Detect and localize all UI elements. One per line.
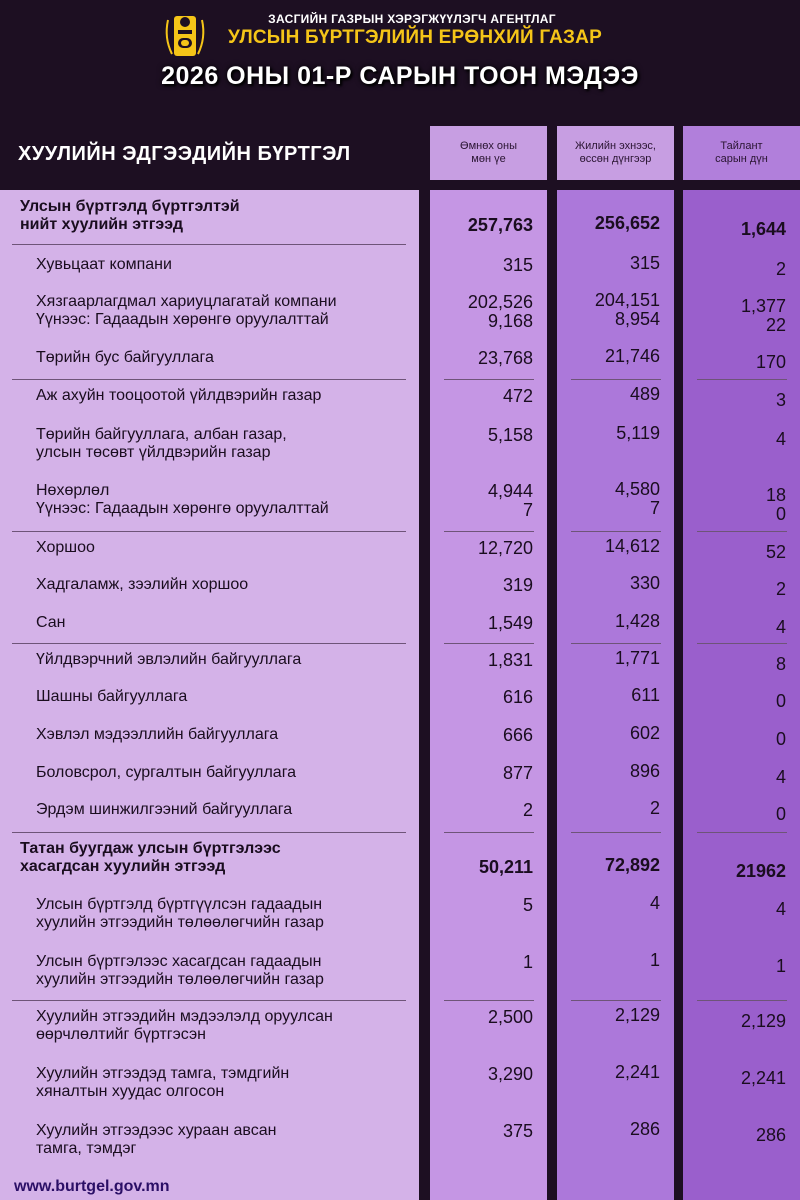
row-separator (697, 1000, 787, 1001)
row-separator (697, 531, 787, 532)
agency-subtitle: ЗАСГИЙН ГАЗРЫН ХЭРЭГЖҮҮЛЭГЧ АГЕНТЛАГ (268, 12, 556, 26)
column-header-previous-year: Өмнөх оны мөн үе (430, 126, 547, 180)
year-to-date-value: 1,771 (614, 648, 660, 668)
column-header-year-to-date: Жилийн эхнээс, өссөн дүнгээр (557, 126, 674, 180)
row-label: Хоршоо (36, 539, 95, 556)
row-label: Улсын бүртгэлд бүртгэлтэй нийт хуулийн этгээд (20, 198, 240, 233)
reporting-month-value: 286 (755, 1125, 786, 1145)
reporting-month-value: 4 (775, 899, 786, 919)
reporting-month-value: 0 (775, 691, 786, 711)
row-separator (697, 379, 787, 380)
previous-year-value: 666 (502, 725, 533, 745)
row-separator (12, 244, 406, 245)
year-to-date-value: 330 (629, 573, 660, 593)
row-separator (12, 379, 406, 380)
row-separator (444, 1000, 534, 1001)
year-to-date-value: 4 (649, 893, 660, 913)
year-to-date-value: 21,746 (604, 346, 660, 366)
year-to-date-value: 2 (649, 798, 660, 818)
row-label: Үйлдвэрчний эвлэлийн байгууллага (36, 651, 302, 668)
row-label: Хэвлэл мэдээллийн байгууллага (36, 726, 279, 743)
year-to-date-value: 489 (629, 384, 660, 404)
year-to-date-value: 602 (629, 723, 660, 743)
year-to-date-value: 1 (649, 950, 660, 970)
row-label: Хуулийн этгээдээс хураан авсан тамга, тэмдэг (36, 1122, 277, 1157)
previous-year-value: 2,500 (487, 1007, 533, 1027)
reporting-month-value: 1,377 22 (740, 296, 786, 335)
previous-year-value: 2 (522, 800, 533, 820)
reporting-month-value: 2,129 (740, 1011, 786, 1031)
row-label: Хязгаарлагдмал хариуцлагатай компани Үүнээс: Гадаадын хөрөнгө оруулалттай (36, 293, 337, 328)
reporting-month-value: 1,644 (740, 219, 786, 239)
row-label: Шашны байгууллага (36, 688, 188, 705)
row-separator (12, 832, 406, 833)
row-separator (571, 832, 661, 833)
reporting-month-value: 2 (775, 259, 786, 279)
row-separator (444, 643, 534, 644)
year-to-date-value: 315 (629, 253, 660, 273)
reporting-month-value: 0 (775, 729, 786, 749)
year-to-date-value: 5,119 (616, 423, 660, 443)
reporting-month-value: 170 (755, 352, 786, 372)
previous-year-value: 50,211 (478, 857, 533, 877)
reporting-month-value: 3 (775, 390, 786, 410)
previous-year-value: 5 (522, 895, 533, 915)
website-url[interactable]: www.burtgel.gov.mn (14, 1178, 170, 1195)
year-to-date-value: 2,129 (614, 1005, 660, 1025)
column-header-reporting-month: Тайлант сарын дүн (683, 126, 800, 180)
previous-year-value: 375 (502, 1121, 533, 1141)
year-to-date-value: 896 (629, 761, 660, 781)
year-to-date-value: 256,652 (594, 213, 660, 233)
year-to-date-value: 14,612 (604, 536, 660, 556)
year-to-date-value: 286 (629, 1119, 660, 1139)
row-separator (571, 643, 661, 644)
previous-year-value: 315 (502, 255, 533, 275)
header (0, 0, 800, 190)
row-separator (571, 379, 661, 380)
row-label: Хадгаламж, зээлийн хоршоо (36, 576, 249, 593)
row-label: Татан буугдаж улсын бүртгэлээс хасагдсан хуулийн этгээд (20, 840, 281, 875)
previous-year-value: 1,831 (487, 650, 533, 670)
year-to-date-value: 1,428 (614, 611, 660, 631)
reporting-month-value: 1 (775, 956, 786, 976)
previous-year-value: 877 (502, 763, 533, 783)
row-label: Улсын бүртгэлд бүртгүүлсэн гадаадын хуулийн этгээдийн төлөөлөгчийн газар (36, 896, 324, 931)
row-separator (444, 379, 534, 380)
row-label: Нөхөрлөл Үүнээс: Гадаадын хөрөнгө оруулалттай (36, 482, 329, 517)
year-to-date-value: 72,892 (604, 855, 660, 875)
row-label: Боловсрол, сургалтын байгууллага (36, 764, 297, 781)
row-label: Хувьцаат компани (36, 256, 172, 273)
row-label: Төрийн байгууллага, албан газар, улсын төсөвт үйлдвэрийн газар (36, 426, 287, 461)
year-to-date-value: 4,580 7 (614, 479, 660, 518)
row-separator (571, 1000, 661, 1001)
previous-year-value: 1 (522, 952, 533, 972)
previous-year-value: 472 (502, 386, 533, 406)
row-label: Хуулийн этгээдийн мэдээлэлд оруулсан өөрчлөлтийг бүртгэсэн (36, 1008, 333, 1043)
row-label: Төрийн бус байгууллага (36, 349, 214, 366)
previous-year-value: 4,944 7 (487, 481, 533, 520)
soyombo-emblem-icon (160, 10, 210, 60)
row-separator (444, 531, 534, 532)
row-separator (12, 531, 406, 532)
previous-year-value: 5,158 (487, 425, 533, 445)
reporting-month-value: 18 0 (765, 485, 786, 524)
previous-year-value: 12,720 (477, 538, 533, 558)
page-title: 2026 ОНЫ 01-Р САРЫН ТООН МЭДЭЭ (161, 62, 639, 90)
reporting-month-value: 2 (775, 579, 786, 599)
previous-year-value: 319 (502, 575, 533, 595)
row-label: Эрдэм шинжилгээний байгууллага (36, 801, 293, 818)
reporting-month-value: 52 (765, 542, 786, 562)
agency-name: УЛСЫН БҮРТГЭЛИЙН ЕРӨНХИЙ ГАЗАР (228, 27, 602, 48)
reporting-month-value: 4 (775, 617, 786, 637)
section-title: ХУУЛИЙН ЭДГЭЭДИЙН БҮРТГЭЛ (18, 143, 351, 165)
reporting-month-value: 4 (775, 429, 786, 449)
reporting-month-value: 0 (775, 804, 786, 824)
year-to-date-value: 611 (631, 685, 660, 705)
row-label: Улсын бүртгэлээс хасагдсан гадаадын хуулийн этгээдийн төлөөлөгчийн газар (36, 953, 324, 988)
row-label: Сан (36, 614, 66, 631)
reporting-month-value: 8 (775, 654, 786, 674)
previous-year-value: 3,290 (487, 1064, 533, 1084)
previous-year-value: 202,526 9,168 (467, 292, 533, 331)
row-separator (12, 643, 406, 644)
previous-year-value: 616 (502, 687, 533, 707)
row-separator (12, 1000, 406, 1001)
previous-year-value: 23,768 (477, 348, 533, 368)
previous-year-value: 1,549 (487, 613, 533, 633)
reporting-month-value: 2,241 (740, 1068, 786, 1088)
reporting-month-value: 21962 (735, 861, 786, 881)
year-to-date-value: 2,241 (614, 1062, 660, 1082)
year-to-date-value: 204,151 8,954 (594, 290, 660, 329)
reporting-month-value: 4 (775, 767, 786, 787)
row-separator (444, 832, 534, 833)
row-separator (697, 643, 787, 644)
row-label: Аж ахуйн тооцоотой үйлдвэрийн газар (36, 387, 322, 404)
row-separator (571, 531, 661, 532)
row-label: Хуулийн этгээдэд тамга, тэмдгийн хяналтын хуудас олгосон (36, 1065, 290, 1100)
row-separator (697, 832, 787, 833)
previous-year-value: 257,763 (467, 215, 533, 235)
